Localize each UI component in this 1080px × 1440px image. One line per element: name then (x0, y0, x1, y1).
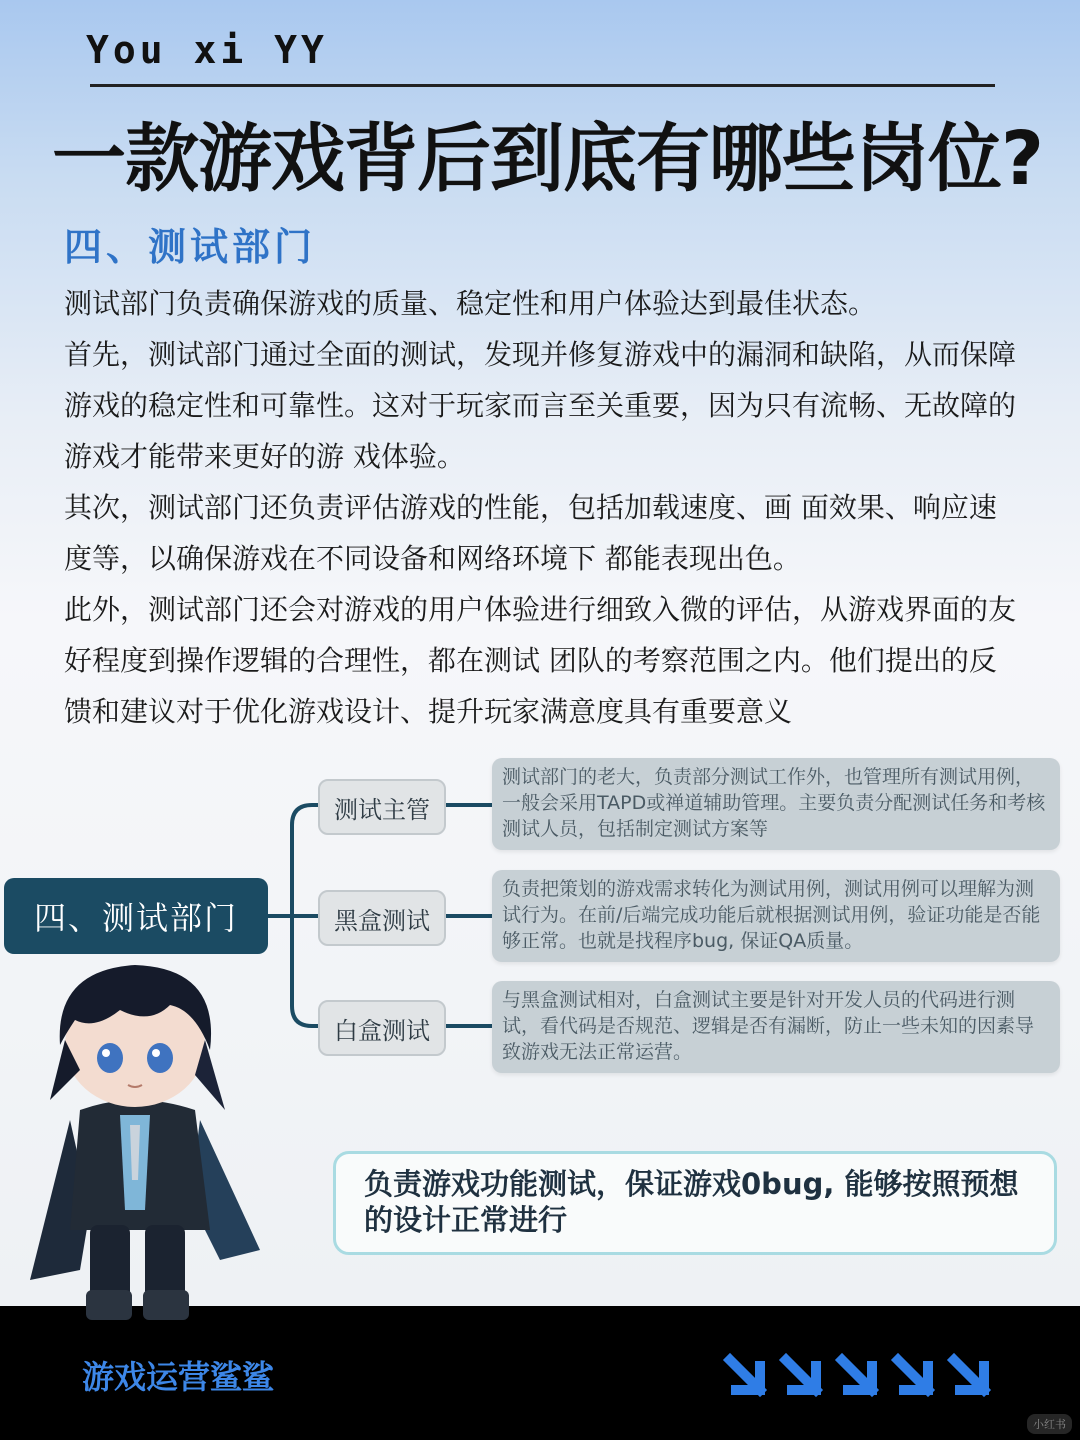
role-description-test-lead: 测试部门的老大，负责部分测试工作外，也管理所有测试用例，一般会采用TAPD或禅道辅助管理。主要负责分配测试任务和考核测试人员，包括制定测试方案等 (492, 758, 1060, 850)
role-description-whitebox: 与黑盒测试相对，白盒测试主要是针对开发人员的代码进行测试，看代码是否规范、逻辑是否有漏断，防止一些未知的因素导致游戏无法正常运营。 (492, 981, 1060, 1073)
character-illustration (10, 950, 270, 1350)
watermark-badge: 小红书 (1027, 1414, 1072, 1434)
down-right-arrow-icon (898, 1360, 928, 1390)
section-title: 四、测试部门 (64, 225, 317, 269)
paragraph-third: 此外，测试部门还会对游戏的用户体验进行细致入微的评估，从游戏界面的友好程度到操作逻辑的合理性，都在测试 团队的考察范围之内。他们提出的反馈和建议对于优化游戏设计、提升玩家满意度具有重要意义 (64, 593, 1017, 728)
role-node-test-lead: 测试主管 (318, 779, 446, 835)
footer-brand: 游戏运营鲨鲨 (82, 1358, 275, 1396)
brand-label: You xi YY (86, 28, 328, 72)
down-right-arrow-icon (786, 1360, 816, 1390)
summary-box: 负责游戏功能测试，保证游戏0bug, 能够按照预想的设计正常进行 (333, 1151, 1057, 1255)
arrow-row (722, 1352, 1002, 1402)
down-right-arrow-icon (842, 1360, 872, 1390)
down-right-arrow-icon (954, 1360, 984, 1390)
paragraph-second: 其次，测试部门还负责评估游戏的性能，包括加载速度、画 面效果、响应速度等，以确保游戏在不同设备和网络环境下 都能表现出色。 (64, 491, 997, 575)
paragraph-intro: 测试部门负责确保游戏的质量、稳定性和用户体验达到最佳状态。 (64, 287, 877, 320)
mindmap-root-node: 四、测试部门 (4, 878, 268, 954)
role-node-blackbox: 黑盒测试 (318, 890, 446, 946)
role-description-blackbox: 负责把策划的游戏需求转化为测试用例，测试用例可以理解为测试行为。在前/后端完成功能后就根据测试用例，验证功能是否能够正常。也就是找程序bug, 保证QA质量。 (492, 870, 1060, 962)
page-headline: 一款游戏背后到底有哪些岗位? (52, 116, 1043, 202)
role-node-whitebox: 白盒测试 (318, 1000, 446, 1056)
paragraph-first: 首先，测试部门通过全面的测试，发现并修复游戏中的漏洞和缺陷，从而保障游戏的稳定性和可靠性。这对于玩家而言至关重要，因为只有流畅、无故障的游戏才能带来更好的游 戏体验。 (64, 338, 1017, 473)
down-right-arrow-icon (730, 1360, 760, 1390)
